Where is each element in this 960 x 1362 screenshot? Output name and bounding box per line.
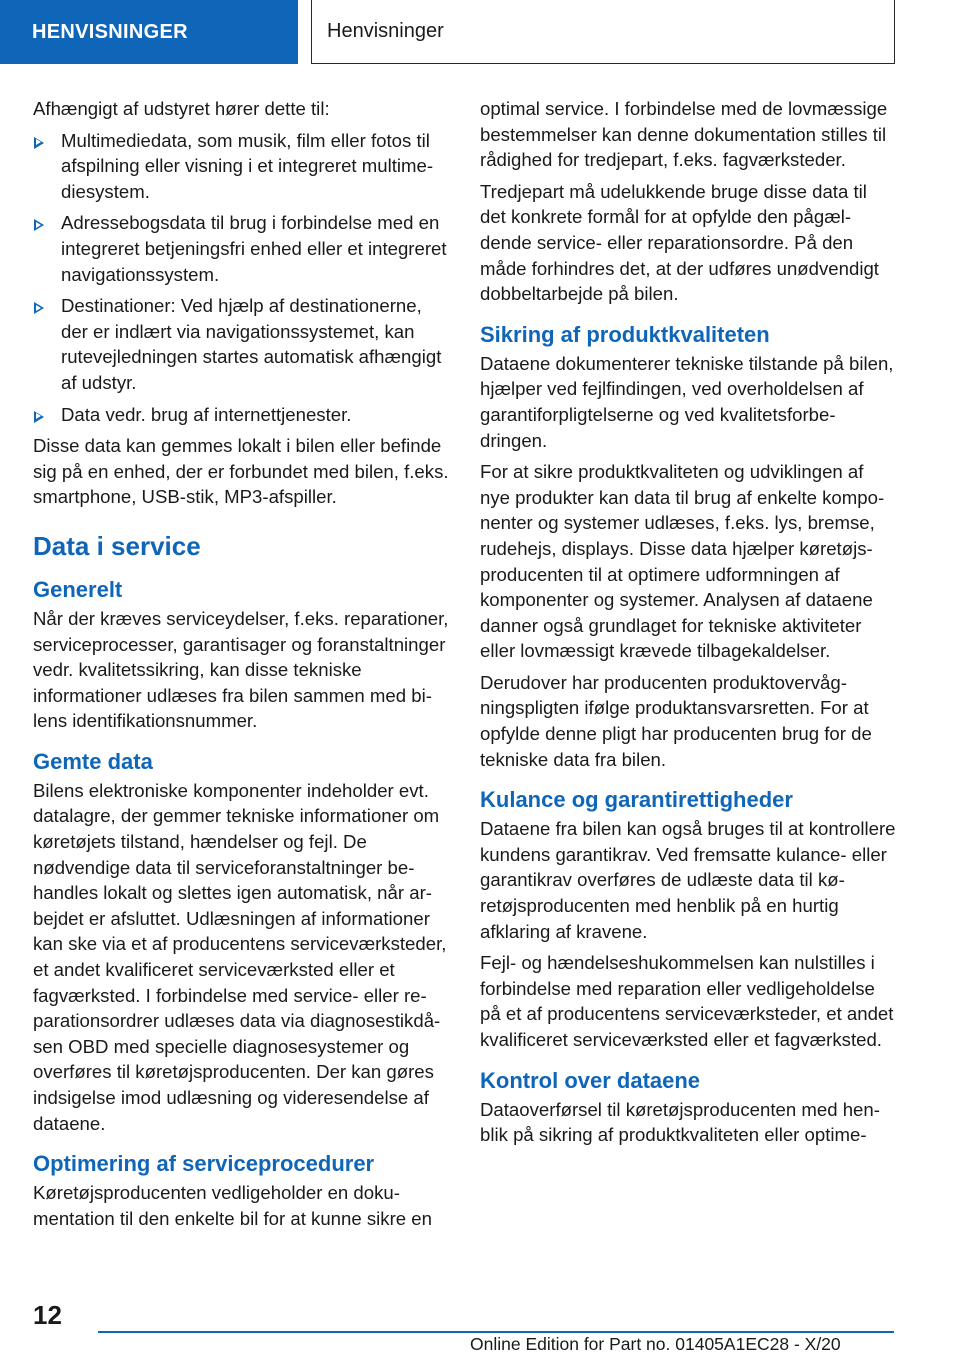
optimering-paragraph: Køretøjsproducenten vedligeholder en dokumentation til den enkelte bil for at kunne sikre en bbox=[33, 1182, 432, 1229]
intro-paragraph: Afhængigt af udstyret hører dette til: bbox=[33, 98, 330, 119]
triangle-bullet-icon bbox=[34, 302, 44, 314]
sikring-paragraph-2: For at sikre produktkvaliteten og udviklingen af nye produkter kan data til brug af enkelte komponenter og systemer udlæses, f.eks. lys, bremse, rudehejs, displays. Disse data hjælper køretøjsproducenten til at optimere udformningen af komponenter og systemer. Analysen af dataene danner også grundlaget for tekniske aktiviteter eller lovmæssigt krævede tilbagekaldelser. bbox=[480, 461, 885, 662]
list-item: Destinationer: Ved hjælp af destinationerne, der er indlært via navigationssystemet, kan rutevejledningen startes automatisk afhængigt af udstyr. bbox=[33, 293, 449, 395]
main-heading: Data i service bbox=[33, 530, 201, 561]
section-heading-gemte-data: Gemte data bbox=[33, 748, 153, 774]
gemte-data-paragraph: Bilens elektroniske komponenter indeholder evt. datalagre, der gemmer tekniske informationer om køretøjets tilstand, hændelser og fejl. De nødvendige data til serviceforanstaltninger behandles lokalt og slettes igen automatisk, når arbejdet er afsluttet. Udlæsningen af informationer kan ske via et af producentens serviceværksteder, et andet kvalificeret serviceværksted eller et fagværksted. I forbindelse med service- eller reparationsordrer udlæses data via diagnosestikdåsen OBD med specielle diagnosesystemer og overføres til køretøjsproducenten. Der kan gøres indsigelse imod udlæsning og videresendelse af dataene. bbox=[33, 779, 447, 1134]
section-tab bbox=[0, 0, 298, 64]
tredjepart-paragraph: Tredjepart må udelukkende bruge disse data til det konkrete formål for at opfylde den pågældende service- eller reparationsordre. På den måde forhindres det, at der udføres unødvendigt dobbeltarbejde på bilen. bbox=[480, 180, 879, 305]
footer-divider bbox=[98, 1331, 894, 1333]
list-item: Multimediedata, som musik, film eller fotos til afspilning eller visning i et integreret multimediesystem. bbox=[33, 128, 449, 205]
left-column bbox=[33, 96, 449, 1237]
edition-footer: Online Edition for Part no. 01405A1EC28 - X/20 bbox=[470, 1334, 841, 1354]
kulance-paragraph-2: Fejl- og hændelseshukommelsen kan nulstilles i forbindelse med reparation eller vedligeholdelse på et af producentens serviceværksteder, et andet kvalificeret serviceværksted eller et fagværksted. bbox=[480, 952, 894, 1050]
kontrol-paragraph: Dataoverførsel til køretøjsproducenten med henblik på sikring af produktkvaliteten eller optime- bbox=[480, 1098, 880, 1146]
section-heading-kulance: Kulance og garantirettigheder bbox=[480, 787, 793, 813]
triangle-bullet-icon bbox=[34, 137, 44, 149]
section-heading-generelt: Generelt bbox=[33, 576, 123, 602]
generelt-paragraph: Når der kræves serviceydelser, f.eks. reparationer, serviceprocesser, garantisager og foranstaltninger vedr. kvalitetssikring, kan disse tekniske informationer udlæses fra bilen sammen med bilens identifikationsnummer. bbox=[33, 607, 449, 732]
triangle-bullet-icon bbox=[34, 411, 44, 423]
section-label: HENVISNINGER bbox=[32, 20, 188, 43]
continued-paragraph: optimal service. I forbindelse med de lovmæssige bestemmelser kan denne dokumentation stilles til rådighed for tredjepart, f.eks. fagværksteder. bbox=[480, 98, 888, 171]
list-item: Adressebogsdata til brug i forbindelse med en integreret betjeningsfri enhed eller et integreret navigationssystem. bbox=[33, 210, 449, 287]
triangle-bullet-icon bbox=[34, 219, 44, 231]
page-number: 12 bbox=[33, 1300, 62, 1330]
sikring-paragraph-3: Derudover har producenten produktovervågningspligten ifølge produktansvarsretten. For at opfylde denne pligt har producenten brug for de tekniske data fra bilen. bbox=[480, 671, 872, 770]
section-heading-sikring: Sikring af produktkvaliteten bbox=[480, 321, 770, 347]
list-item: Data vedr. brug af internettjenester. bbox=[33, 402, 449, 428]
kulance-paragraph-1: Dataene fra bilen kan også bruges til at kontrollere kundens garantikrav. Ved fremsatte kulance- eller garantikrav overføres de udlæste data til køretøjsproducenten med henblik på en hurtig afklaring af kravene. bbox=[480, 818, 896, 942]
storage-paragraph: Disse data kan gemmes lokalt i bilen eller befinde sig på en enhed, der er forbundet med bilen, f.eks. smartphone, USB-stik, MP3-afspiller. bbox=[33, 435, 449, 508]
section-heading-kontrol: Kontrol over dataene bbox=[480, 1067, 701, 1093]
right-column bbox=[480, 96, 896, 1154]
section-heading-optimering: Optimering af serviceprocedurer bbox=[33, 1151, 375, 1177]
sikring-paragraph-1: Dataene dokumenterer tekniske tilstande på bilen, hjælper ved fejlfindingen, ved overholdelsen af garantiforpligtelserne og ved kvalitetsforbedringen. bbox=[480, 352, 894, 451]
data-types-list bbox=[33, 128, 449, 428]
page-header-title: Henvisninger bbox=[327, 20, 444, 42]
page-header bbox=[311, 0, 895, 64]
